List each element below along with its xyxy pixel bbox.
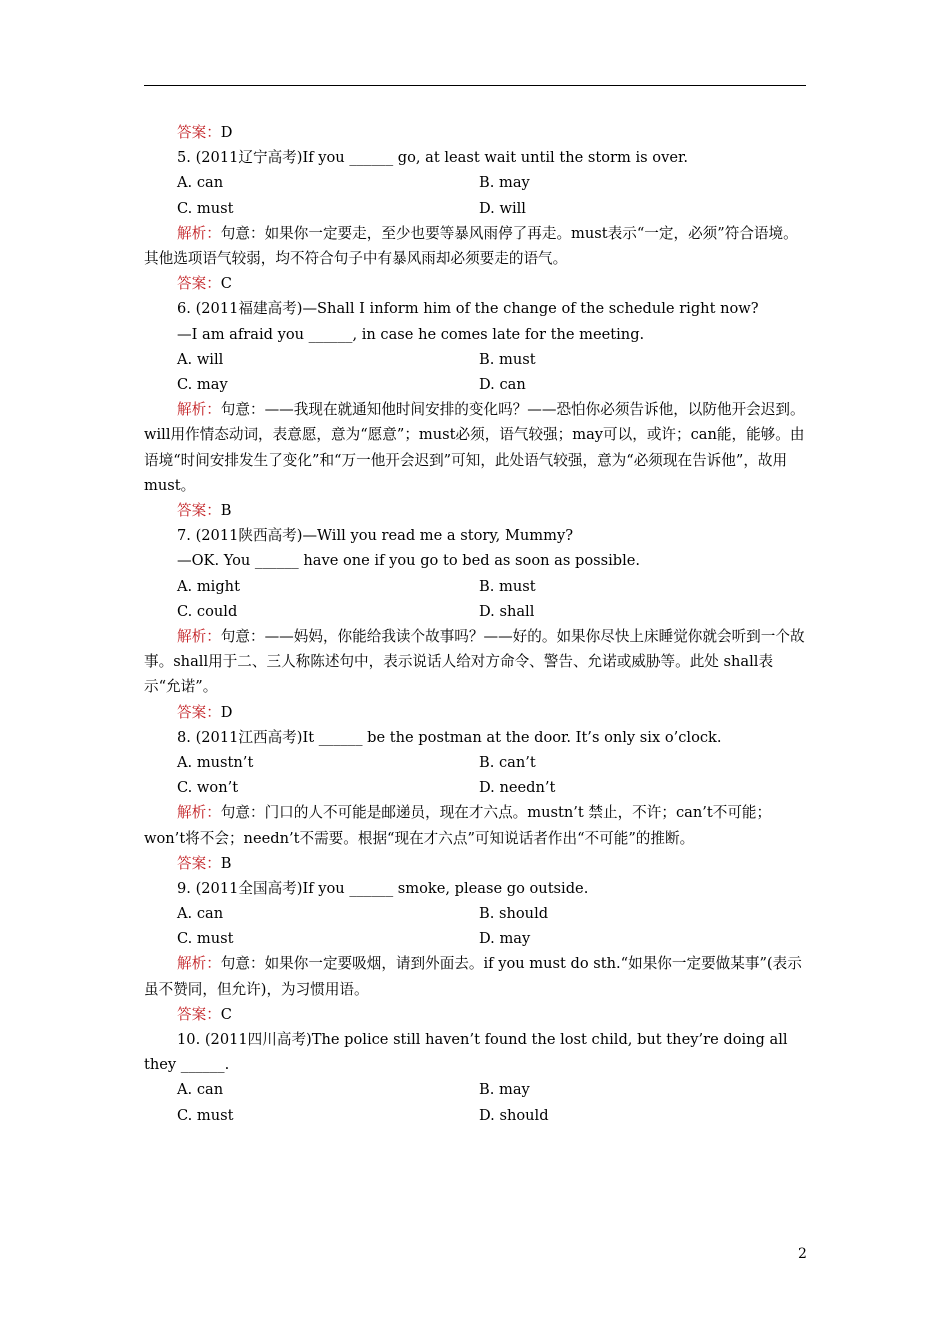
option: A. can bbox=[177, 174, 224, 192]
options-row bbox=[144, 196, 806, 221]
option: A. can bbox=[177, 1081, 224, 1099]
answer-label: 答案： bbox=[177, 1005, 221, 1023]
option: B. must bbox=[479, 350, 536, 368]
analysis-text: 句意：——妈妈，你能给我读个故事吗？——好的。如果你尽快上床睡觉你就会听到一个故事。shall用于二、三人称陈述句中，表示说话人给对方命令、警告、允诺或威胁等。此处 shall表示“允诺”。 bbox=[144, 627, 805, 696]
page-number: 2 bbox=[798, 1246, 807, 1262]
options-row bbox=[144, 1103, 806, 1128]
analysis-paragraph bbox=[144, 221, 806, 271]
question-text: 6. (2011福建高考)—Shall I inform him of the change of the schedule right now? bbox=[177, 300, 759, 318]
option: B. may bbox=[479, 174, 530, 192]
analysis-paragraph bbox=[144, 951, 806, 1001]
option: D. needn’t bbox=[479, 779, 556, 797]
options-row bbox=[144, 775, 806, 800]
analysis-text: 句意：如果你一定要吸烟，请到外面去。if you must do sth.“如果你一定要做某事”(表示虽不赞同，但允许)，为习惯用语。 bbox=[144, 955, 802, 998]
options-row bbox=[144, 574, 806, 599]
document-body bbox=[144, 120, 806, 1128]
options-row bbox=[144, 170, 806, 195]
option: D. may bbox=[479, 930, 531, 948]
options-row bbox=[144, 372, 806, 397]
answer-line bbox=[144, 120, 806, 145]
answer-value: B bbox=[220, 501, 232, 519]
answer-label: 答案： bbox=[177, 854, 221, 872]
answer-value: C bbox=[220, 1005, 232, 1023]
answer-value: C bbox=[220, 275, 232, 293]
answer-line bbox=[144, 1002, 806, 1027]
option: B. should bbox=[479, 905, 549, 923]
analysis-paragraph bbox=[144, 800, 806, 850]
question-text: 7. (2011陕西高考)—Will you read me a story, Mummy? bbox=[177, 527, 574, 545]
answer-label: 答案： bbox=[177, 275, 221, 293]
options-row bbox=[144, 1077, 806, 1102]
answer-line bbox=[144, 851, 806, 876]
option: B. can’t bbox=[479, 753, 536, 771]
analysis-label: 解析： bbox=[177, 401, 221, 419]
question-text: —OK. You ______ have one if you go to bed as soon as possible. bbox=[177, 552, 641, 570]
option: C. may bbox=[177, 375, 228, 393]
option: D. shall bbox=[479, 602, 535, 620]
options-row bbox=[144, 901, 806, 926]
option: C. must bbox=[177, 199, 234, 217]
answer-value: B bbox=[220, 854, 232, 872]
option: D. should bbox=[479, 1106, 549, 1124]
option: D. will bbox=[479, 199, 526, 217]
option: A. will bbox=[177, 350, 224, 368]
option: A. can bbox=[177, 905, 224, 923]
question-text: 9. (2011全国高考)If you ______ smoke, please go outside. bbox=[177, 879, 589, 897]
answer-line bbox=[144, 700, 806, 725]
analysis-paragraph bbox=[144, 624, 806, 700]
answer-label: 答案： bbox=[177, 703, 221, 721]
header-rule bbox=[144, 85, 806, 86]
options-row bbox=[144, 599, 806, 624]
answer-line bbox=[144, 271, 806, 296]
answer-value: D bbox=[220, 703, 233, 721]
analysis-text: 句意：——我现在就通知他时间安排的变化吗？——恐怕你必须告诉他，以防他开会迟到。will用作情态动词，表意愿，意为“愿意”；must必须，语气较强；may可以，或许；can能，能够。由语境“时间安排发生了变化”和“万一他开会迟到”可知，此处语气较强，意为“必须现在告诉他”，故用must。 bbox=[144, 401, 805, 494]
question-text: 10. (2011四川高考)The police still haven’t found the lost child, but they’re doing all they ______. bbox=[144, 1031, 788, 1074]
option: C. could bbox=[177, 602, 238, 620]
option: C. must bbox=[177, 930, 234, 948]
answer-value: D bbox=[220, 124, 233, 141]
analysis-paragraph bbox=[144, 397, 806, 498]
analysis-text: 句意：门口的人不可能是邮递员，现在才六点。mustn’t 禁止，不许；can’t不可能；won’t将不会；needn’t不需要。根据“现在才六点”可知说话者作出“不可能”的推断。 bbox=[144, 804, 772, 847]
analysis-text: 句意：如果你一定要走，至少也要等暴风雨停了再走。must表示“一定，必须”符合语境。其他选项语气较弱，均不符合句子中有暴风雨却必须要走的语气。 bbox=[144, 224, 798, 267]
option: C. must bbox=[177, 1106, 234, 1124]
options-row bbox=[144, 750, 806, 775]
question-text: —I am afraid you ______, in case he comes late for the meeting. bbox=[177, 325, 645, 343]
analysis-label: 解析： bbox=[177, 804, 221, 822]
answer-label: 答案： bbox=[177, 501, 221, 519]
options-row bbox=[144, 926, 806, 951]
option: D. can bbox=[479, 375, 526, 393]
question-text: 5. (2011辽宁高考)If you ______ go, at least wait until the storm is over. bbox=[177, 149, 688, 167]
option: A. mustn’t bbox=[177, 753, 254, 771]
option: B. must bbox=[479, 577, 536, 595]
option: C. won’t bbox=[177, 779, 239, 797]
analysis-label: 解析： bbox=[177, 627, 221, 645]
answer-line bbox=[144, 498, 806, 523]
question-text: 8. (2011江西高考)It ______ be the postman at the door. It’s only six o’clock. bbox=[177, 728, 722, 746]
option: B. may bbox=[479, 1081, 530, 1099]
option: A. might bbox=[177, 577, 240, 595]
analysis-label: 解析： bbox=[177, 955, 221, 973]
options-row bbox=[144, 347, 806, 372]
answer-label: 答案： bbox=[177, 124, 221, 141]
analysis-label: 解析： bbox=[177, 224, 221, 242]
